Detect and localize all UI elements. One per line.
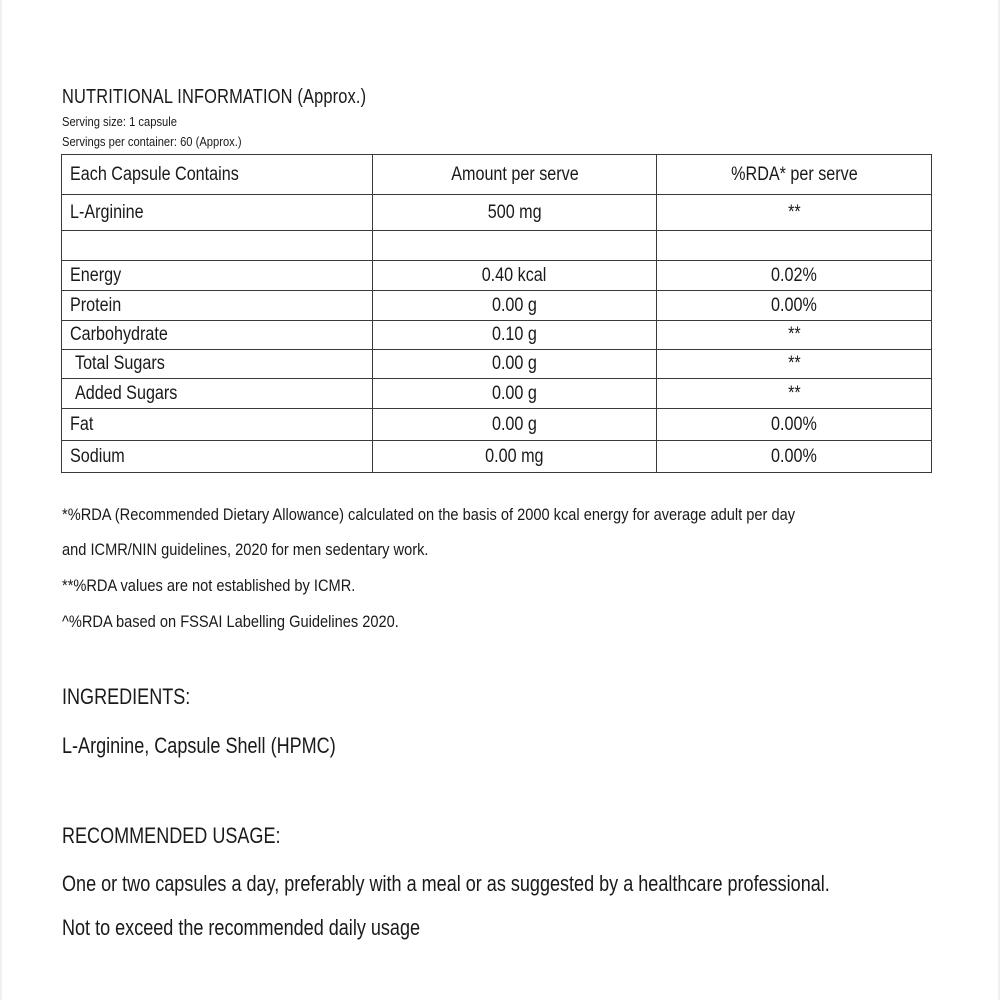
nutrient-amount: 0.00 g [373, 350, 657, 379]
nutrient-amount: 0.00 g [373, 379, 657, 409]
header-cell: Each Capsule Contains [62, 155, 373, 195]
nutrient-amount: 0.40 kcal [373, 261, 657, 291]
serving-size: Serving size: 1 capsule [62, 114, 177, 129]
servings-per-container: Servings per container: 60 (Approx.) [62, 134, 242, 149]
nutrient-amount: 0.10 g [373, 321, 657, 350]
nutrition-title: NUTRITIONAL INFORMATION (Approx.) [62, 86, 367, 108]
header-cell: %RDA* per serve [657, 155, 932, 195]
table-row [62, 321, 932, 350]
nutrient-amount: 500 mg [373, 195, 657, 231]
nutrient-rda: 0.00% [657, 409, 932, 441]
nutrient-name: Added Sugars [62, 379, 373, 409]
usage-text-line2: Not to exceed the recommended daily usage [62, 915, 421, 940]
nutrient-rda [657, 231, 932, 261]
nutrient-rda: ** [657, 379, 932, 409]
footnote-rda: *%RDA (Recommended Dietary Allowance) calculated on the basis of 2000 kcal energy for average adult per day [62, 505, 796, 524]
nutrient-rda: 0.00% [657, 441, 932, 473]
nutrient-amount: 0.00 mg [373, 441, 657, 473]
table-row [62, 195, 932, 231]
table-row [62, 441, 932, 473]
nutrient-rda: ** [657, 321, 932, 350]
nutrient-name: Fat [62, 409, 373, 441]
footnote-icmr: **%RDA values are not established by ICMR. [62, 576, 356, 595]
table-row [62, 291, 932, 321]
table-row [62, 379, 932, 409]
nutrient-rda: 0.00% [657, 291, 932, 321]
left-border [0, 0, 2, 1000]
nutrient-name: Energy [62, 261, 373, 291]
nutrient-name: Protein [62, 291, 373, 321]
nutrition-table [61, 154, 932, 473]
nutrient-name: Total Sugars [62, 350, 373, 379]
header-cell: Amount per serve [373, 155, 657, 195]
table-row [62, 261, 932, 291]
nutrient-name: L-Arginine [62, 195, 373, 231]
footnote-fssai: ^%RDA based on FSSAI Labelling Guidelines 2020. [62, 612, 399, 631]
ingredients-text: L-Arginine, Capsule Shell (HPMC) [62, 733, 336, 758]
nutrient-rda: 0.02% [657, 261, 932, 291]
table-row-empty [62, 231, 932, 261]
table-row [62, 350, 932, 379]
nutrient-name [62, 231, 373, 261]
nutrient-name: Sodium [62, 441, 373, 473]
nutrient-amount: 0.00 g [373, 291, 657, 321]
table-header-row [62, 155, 932, 195]
usage-heading: RECOMMENDED USAGE: [62, 823, 281, 848]
usage-text-line1: One or two capsules a day, preferably with a meal or as suggested by a healthcare professional. [62, 871, 830, 896]
nutrient-amount: 0.00 g [373, 409, 657, 441]
nutrient-name: Carbohydrate [62, 321, 373, 350]
footnote-rda-continued: and ICMR/NIN guidelines, 2020 for men sedentary work. [62, 540, 429, 559]
nutrient-rda: ** [657, 350, 932, 379]
nutrient-amount [373, 231, 657, 261]
nutrient-rda: ** [657, 195, 932, 231]
ingredients-heading: INGREDIENTS: [62, 684, 191, 709]
table-row [62, 409, 932, 441]
